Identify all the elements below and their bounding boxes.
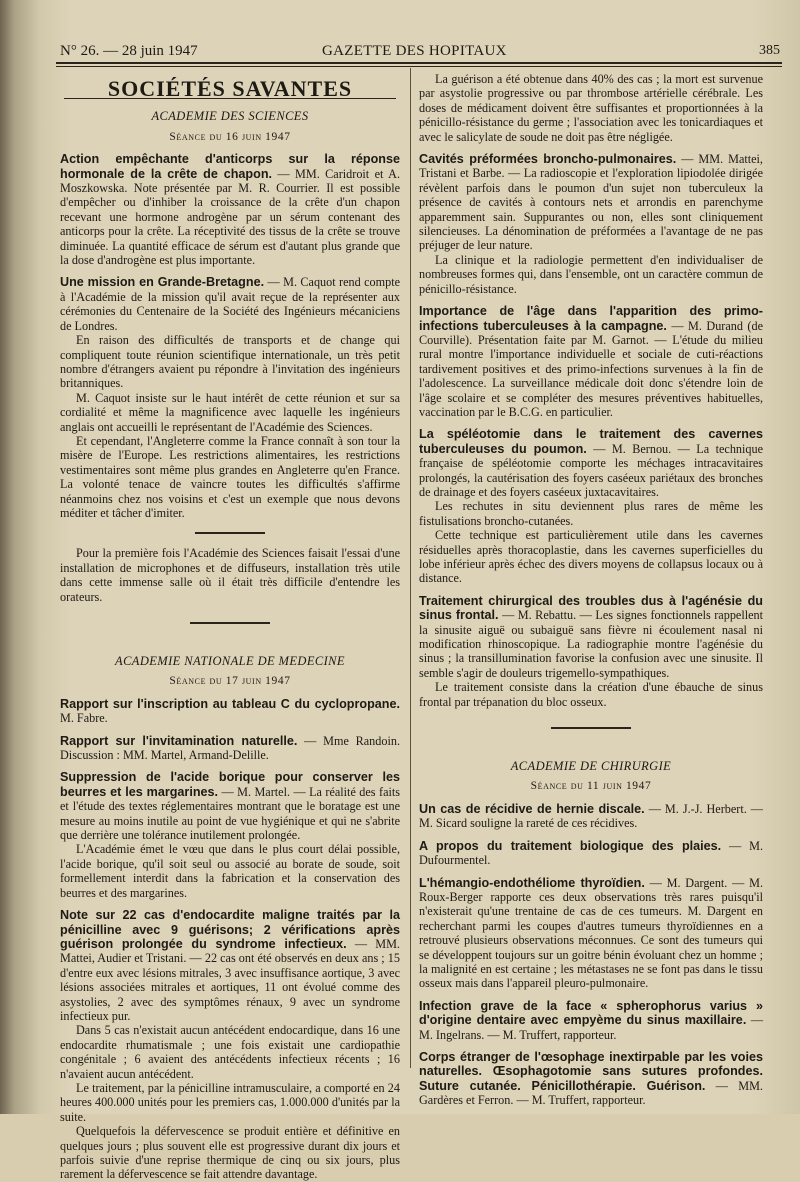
- paragraph: L'Académie émet le vœu que dans le plus court délai possible, l'acide borique, qu'il soit seul ou associé au borate de soude, soit formellement interdit dans la fabrication et la conservation des beurres et des margarines.: [60, 842, 400, 900]
- communication-authors-text: — M. Martel. — La réalité des faits et l'étude des textes réglementaires montrant que le boratage est une mesure au moins inutile au point de vue hygiénique et qui ne s'abrite que derrière une tolérance inutilement prolongée.: [60, 784, 400, 843]
- communication-item: [60, 697, 400, 726]
- communication-authors-text: — M. Dargent. — M. Roux-Berger rapporte ces deux observations très rares puisqu'il n'existerait qu'une trentaine de cas de ces tumeurs. M. Dargent en recherchant parmi les coupes d'autres tumeurs thyroïdiennes en a retrouvé plusieurs observations méconnues. Ce sont des tumeurs qui se développent toujours sur un goitre bénin évoluant chez un homme ; la malignité en est certaine ; les métastases ne se font pas dans le tissu osseux mais dans l'appareil pleuro-pulmonaire.: [419, 875, 763, 991]
- communication-item: [60, 770, 400, 900]
- communication-authors-text: — M. Caquot rend compte à l'Académie de la mission qu'il avait reçue de la représenter aux cérémonies du Centenaire de la Société des Ingénieurs mécaniciens de Londres.: [60, 275, 400, 333]
- communication-body: [419, 999, 763, 1042]
- paragraph: M. Caquot insiste sur le haut intérêt de cette réunion et sur sa cordialité et même la magnificence avec laquelle les ingénieurs anglais ont accueilli le représentant de l'Académie des Sciences.: [60, 390, 400, 434]
- running-header: [60, 42, 780, 60]
- communication-body: [60, 734, 400, 763]
- academie-chirurgie-items: [419, 802, 763, 1108]
- paragraph: La guérison a été obtenue dans 40% des cas ; la mort est survenue par asystolie progressive ou par thrombose artérielle cérébrale. Les doses de médicament doivent être suffisantes et proportionnées à la pénicillo-résistance du germe ; l'association avec les tonicardiaques et avec le salicylate de soude ne doit pas être négligée.: [419, 72, 763, 144]
- academie-chirurgie-heading: ACADEMIE DE CHIRURGIE: [510, 759, 672, 774]
- communication-item: [419, 427, 763, 585]
- header-rule: [56, 62, 782, 64]
- communication-title: Suppression de l'acide borique pour conserver les beurres et les margarines.: [60, 770, 400, 799]
- paragraph: Quelquefois la défervescence se produit entière et définitive en quelques jours ; plus souvent elle est progressive durant dix jours et parfois suivie d'une reprise thermique de cinq ou six jours, plus rarement la défervescence se fait attendre davantage.: [60, 1124, 400, 1182]
- paragraph: Les rechutes in situ deviennent plus rares de même les fistulisations broncho-cutanées.: [419, 499, 763, 528]
- communication-body: [60, 275, 400, 333]
- academie-sciences-heading: ACADEMIE DES SCIENCES: [151, 109, 309, 124]
- communication-title: A propos du traitement biologique des plaies.: [419, 838, 722, 853]
- communication-authors-text: — M. Dufourmentel.: [419, 838, 763, 868]
- academie-medecine-heading: ACADEMIE NATIONALE DE MEDECINE: [115, 654, 345, 668]
- communication-title: L'hémangio-endothéliome thyroïdien.: [419, 875, 645, 890]
- communication-body: [419, 802, 763, 831]
- communication-authors-text: — MM. Gardères et Ferron. — M. Truffert, rapporteur.: [419, 1078, 763, 1108]
- communication-body: [419, 839, 763, 868]
- communication-item: [419, 304, 763, 419]
- communication-item: [60, 734, 400, 763]
- communication-authors-text: — MM. Mattei, Audier et Tristani. — 22 cas ont été observés en deux ans ; 15 d'entre eux avec lésions mitrales, 3 avec insuffisance aortique, 3 avec lésions associées mitrales et aortiques, 11 ont évolué comme des asystolies, 2 avec des symptômes rénaux, 9 avec un syndrome infectieux pur.: [60, 936, 400, 1023]
- communication-title: Note sur 22 cas d'endocardite maligne traités par la pénicilline avec 9 guérisons; 2 vérifications après guérison prolongée du syndrome infectieux.: [60, 908, 400, 951]
- communication-item: [419, 152, 763, 296]
- communication-title: Infection grave de la face « spherophorus varius » d'origine dentaire avec empyème du sinus maxillaire.: [419, 998, 763, 1028]
- header-rule-thin: [56, 66, 782, 67]
- issue-date: N° 26. — 28 juin 1947: [60, 43, 198, 59]
- paragraph: Cette technique est particulièrement utile dans les cavernes résiduelles après thoracoplastie, dans les cavernes superficielles du lobe inférieur après échec des divers moyens de collapsus locaux ou à distance.: [419, 528, 763, 586]
- academie-sciences-seance: Séance du 16 juin 1947: [169, 130, 291, 143]
- communication-body: [419, 1050, 763, 1108]
- communication-body: [419, 152, 763, 253]
- communication-body: [419, 304, 763, 419]
- communication-title: Un cas de récidive de hernie discale.: [419, 801, 645, 816]
- left-column: [60, 72, 400, 1182]
- communication-item: [419, 839, 763, 868]
- communication-authors-text: — M. J.-J. Herbert. — M. Sicard souligne la rareté de ces récidives.: [419, 801, 763, 831]
- academie-medecine-items: [60, 697, 400, 1182]
- communication-item: [419, 594, 763, 709]
- communication-title: Rapport sur l'inscription au tableau C du cyclopropane.: [60, 696, 400, 711]
- continued-text: [419, 72, 763, 144]
- communication-authors-text: — M. Rebattu. — Les signes fonctionnels rappellent la sinusite aiguë ou subaiguë sans fièvre ni écoulement nasal ni modification rhinoscopique. La radiographie montre l'agénésie du sinus ; la transillumination favorise la confusion avec une sinusite. Il semble s'agir de douleurs trigemello-sympathiques.: [419, 608, 763, 680]
- communication-item: [419, 999, 763, 1042]
- communication-body: [60, 697, 400, 726]
- communication-authors-text: — M. Durand (de Courville). Présentation faite par M. Garnot. — L'étude du milieu rural montre l'importance individuelle et sociale de cuti-réactions tardivement positives et des primo-infections survenues à la fin de l'adolescence. La surveillance médicale doit donc s'étendre loin de l'âge scolaire et se compléter des mesures préventives habituelles, vaccination par le B.C.G. en particulier.: [419, 318, 763, 419]
- separator: [195, 532, 265, 534]
- communication-item: [419, 876, 763, 991]
- communication-body: [60, 908, 400, 1023]
- communication-authors-text: — MM. Caridroit et A. Moszkowska. Note présentée par M. R. Courrier. Il est possible d'empêcher ou d'inhiber la croissance de la crête d'un chapon recevant une hormone androgène par un sérum contenant des anticorps pour la crête. La réceptivité des tissus de la crête se trouve diminuée. La quantité efficace de sérum est d'autant plus grande que la dose d'androgène est plus importante.: [60, 166, 400, 268]
- communication-body: [60, 770, 400, 842]
- academie-chirurgie-seance: Séance du 11 juin 1947: [530, 780, 652, 793]
- communication-title: Corps étranger de l'œsophage inextirpable par les voies naturelles. Œsophagotomie sans sutures profondes. Suture cutanée. Pénicillothérapie. Guérison.: [419, 1049, 763, 1093]
- academie-sciences-items: [60, 152, 400, 520]
- paragraph: Dans 5 cas n'existait aucun antécédent endocardique, dans 16 une endocardite rhumatismale ; une fois existait une cardiopathie congénitale ; 6 avaient des antécédents infectieux récents ; 16 n'avaient aucun antécédent.: [60, 1023, 400, 1081]
- communication-title: Cavités préformées broncho-pulmonaires.: [419, 152, 677, 167]
- communication-authors-text: — M. Bernou. — La technique française de spéléotomie comporte les méchages intracavitaires prolongés, la cautérisation des foyers caséeux pariétaux des bronches de drainage et des foyers caséeux juxtacavitaires.: [419, 441, 763, 499]
- communication-title: Action empêchante d'anticorps sur la réponse hormonale de la crête de chapon.: [60, 152, 400, 181]
- communication-item: [60, 152, 400, 267]
- communication-title: La spéléotomie dans le traitement des cavernes tuberculeuses du poumon.: [419, 427, 763, 456]
- communication-item: [419, 802, 763, 831]
- communication-authors-text: M. Fabre.: [60, 711, 108, 726]
- communication-body: [60, 152, 400, 267]
- communication-authors-text: — MM. Mattei, Tristani et Barbe. — La radioscopie et l'exploration lipiodolée dirigée révèlent parfois dans le poumon d'un sujet non tuberculeux la présence de cavités à contours nets et arrondis en parenchyme apparemment sain. Suppurantes ou non, elles sont cliniquement silencieuses. La dénomination de préformées a l'avantage de ne pas préjuger de leur nature.: [419, 152, 763, 253]
- paragraph: En raison des difficultés de transports et de change qui compliquent toute réunion scientifique internationale, un très petit nombre d'étrangers avaient pu répondre à l'invitation des ingénieurs britanniques.: [60, 333, 400, 391]
- communication-title: Une mission en Grande-Bretagne.: [60, 275, 265, 290]
- communication-title: Traitement chirurgical des troubles dus à l'agénésie du sinus frontal.: [419, 593, 763, 623]
- communication-title: Importance de l'âge dans l'apparition des primo-infections tuberculeuses à la campagne.: [419, 304, 763, 333]
- communication-item: [419, 1050, 763, 1108]
- communication-body: [419, 594, 763, 680]
- communication-authors-text: — M. Ingelrans. — M. Truffert, rapporteur.: [419, 1013, 764, 1042]
- paragraph: Le traitement consiste dans la création d'une ébauche de sinus frontal par trépanation du bloc osseux.: [419, 680, 763, 709]
- separator: [190, 622, 270, 624]
- communication-item: [60, 908, 400, 1182]
- journal-title: GAZETTE DES HOPITAUX: [322, 43, 507, 59]
- communication-body: [419, 876, 763, 991]
- paragraph: Le traitement, par la pénicilline intramusculaire, a comporté en 24 heures 400.000 unités pour les premiers cas, 1.000.000 d'unités par la suite.: [60, 1080, 400, 1124]
- right-column: [419, 72, 763, 1108]
- section-main-title: SOCIÉTÉS SAVANTES: [107, 76, 353, 101]
- paragraph: Et cependant, l'Angleterre comme la France connaît à son tour la misère de l'Europe. Les restrictions alimentaires, les restrictions vestimentaires sont même plus grandes en Angleterre qu'en France. La volonté tenace de vaincre toutes les difficultés s'affirme néanmoins chez nos voisins et c'est un exemple que nous devons méditer et tâcher d'imiter.: [60, 433, 400, 520]
- communication-authors-text: — Mme Randoin. Discussion : MM. Martel, Armand-Delille.: [60, 733, 400, 763]
- closing-paragraph: Pour la première fois l'Académie des Sciences faisait l'essai d'une installation de microphones et de diffuseurs, installation très utile dans cette immense salle où il était très difficile d'entendre les orateurs.: [60, 546, 400, 604]
- paragraph: La clinique et la radiologie permettent d'en individualiser de nombreuses formes qui, dans l'ensemble, ont un caractère commun de pénicillo-résistance.: [419, 252, 763, 296]
- medecine-items-continued: [419, 152, 763, 709]
- academie-medecine-seance: Séance du 17 juin 1947: [169, 675, 291, 688]
- page-number: 385: [759, 43, 780, 58]
- communication-item: [60, 275, 400, 520]
- separator: [551, 727, 631, 729]
- column-divider: [410, 68, 411, 1068]
- communication-body: [419, 427, 763, 499]
- communication-title: Rapport sur l'invitamination naturelle.: [60, 733, 298, 748]
